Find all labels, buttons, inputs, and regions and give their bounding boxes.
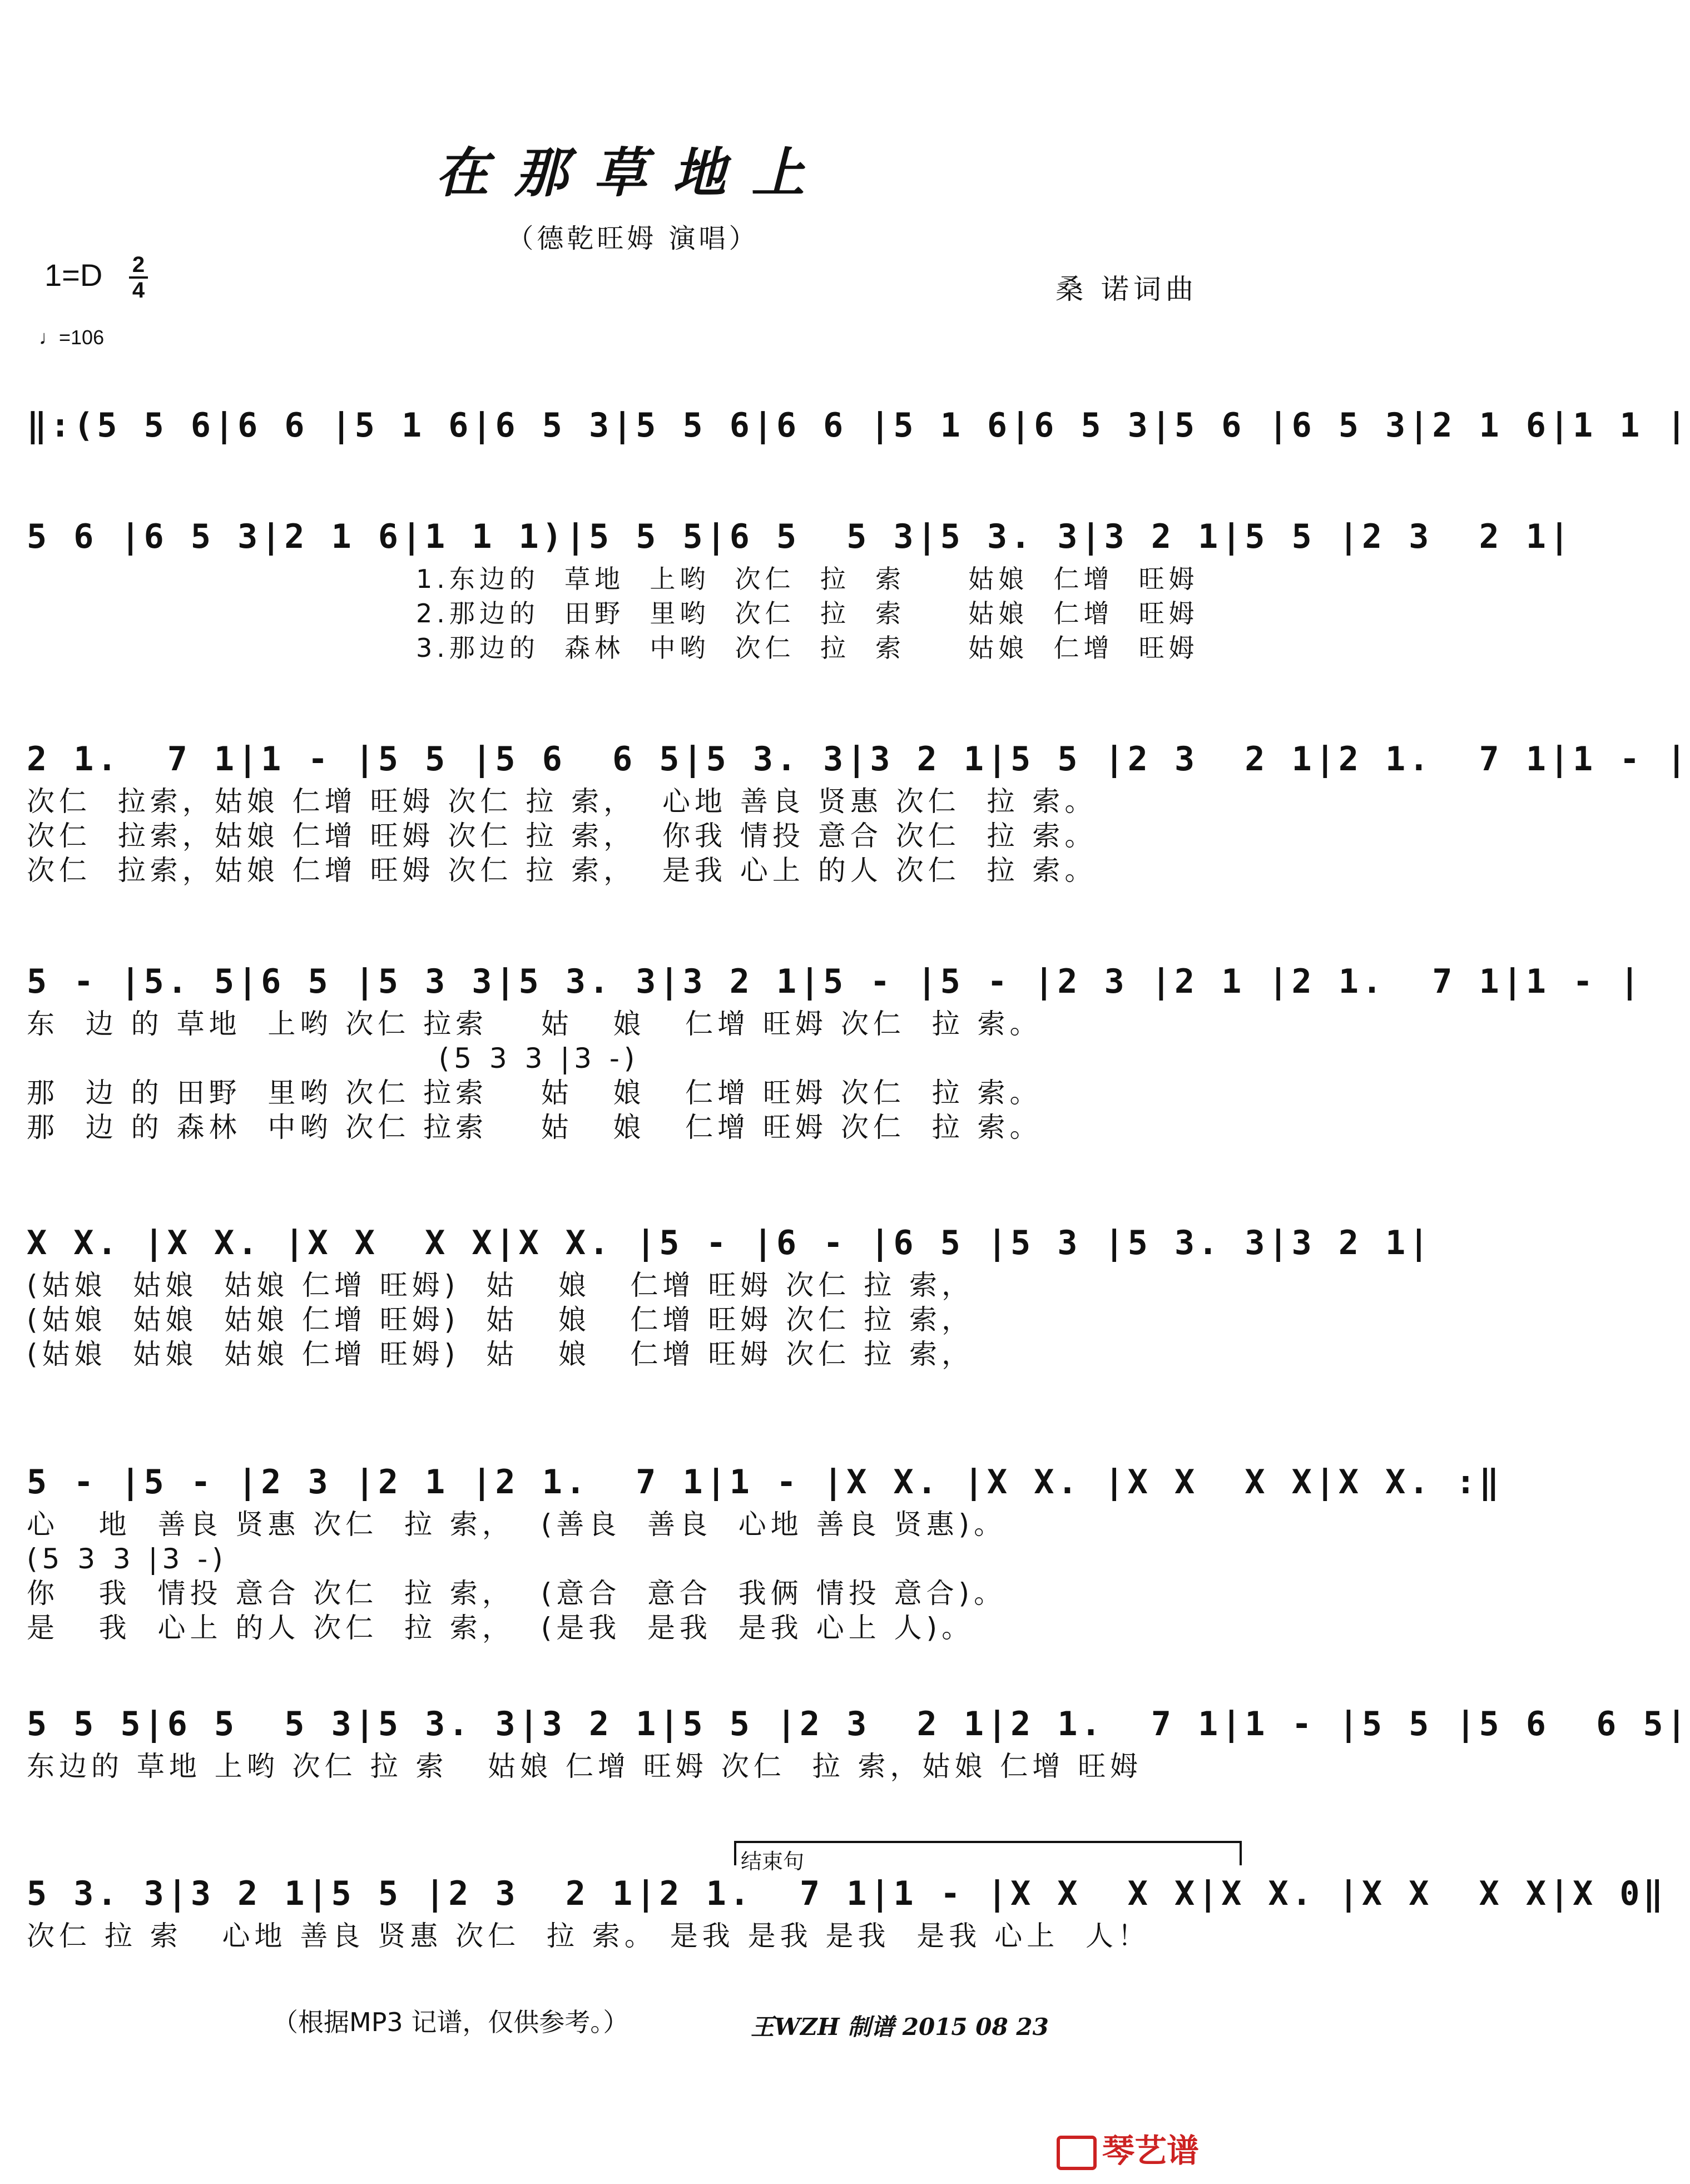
lyric-line: (姑娘 姑娘 姑娘 仁增 旺姆) 姑 娘 仁增 旺姆 次仁 拉 索， bbox=[27, 1304, 974, 1336]
time-signature bbox=[129, 253, 148, 302]
lyric-line: 那 边 的 森林 中哟 次仁 拉索 姑 娘 仁增 旺姆 次仁 拉 索。 bbox=[27, 1111, 1042, 1143]
lyric-line: 次仁 拉 索 心地 善良 贤惠 次仁 拉 索。 是我 是我 是我 是我 心上 人！ bbox=[27, 1920, 1150, 1952]
notation-line: ‖:(5 5 6|6 6 |5 1 6|6 5 3|5 5 6|6 6 |5 1 6|6 5 3|5 6 |6 5 3|2 1 6|1 1 | bbox=[27, 406, 1690, 445]
lyric-line: 次仁 拉索，姑娘 仁增 旺姆 次仁 拉 索， 心地 善良 贤惠 次仁 拉 索。 bbox=[27, 785, 1097, 818]
watermark-text: 琴艺谱 bbox=[1102, 2132, 1200, 2170]
score-system-2 bbox=[27, 512, 1573, 665]
notation-line: X X. |X X. |X X X X|X X. |5 - |6 - |6 5 |5 3 |5 3. 3|3 2 1| bbox=[27, 1224, 1433, 1262]
page-title: 在那草地上 bbox=[435, 141, 830, 204]
ending-bracket bbox=[734, 1841, 1242, 1865]
transcriber-credit: 王WZH 制谱 2015 08 23 bbox=[751, 2013, 1049, 2041]
time-signature-bottom: 4 bbox=[132, 278, 145, 303]
score-system-1 bbox=[27, 400, 1690, 450]
score-system-4 bbox=[27, 957, 1643, 1145]
lyric-line: 是 我 心上 的人 次仁 拉 索， (是我 是我 是我 心上 人)。 bbox=[27, 1612, 974, 1644]
lyric-line: 次仁 拉索，姑娘 仁增 旺姆 次仁 拉 索， 你我 情投 意合 次仁 拉 索。 bbox=[27, 820, 1097, 852]
lyric-line: 心 地 善良 贤惠 次仁 拉 索， (善良 善良 心地 善良 贤惠)。 bbox=[27, 1508, 1007, 1541]
key-signature: 1=D bbox=[44, 257, 103, 293]
subtitle: （德乾旺姆 演唱） bbox=[507, 223, 759, 254]
notation-line: 5 - |5 - |2 3 |2 1 |2 1. 7 1|1 - |X X. |X X. |X X X X|X X. :‖ bbox=[27, 1463, 1503, 1502]
lyric-line: 3.那边的 森林 中哟 次仁 拉 索 姑娘 仁增 旺姆 bbox=[416, 633, 1199, 663]
score-system-5 bbox=[27, 1218, 1433, 1371]
lyric-line: 次仁 拉索，姑娘 仁增 旺姆 次仁 拉 索， 是我 心上 的人 次仁 拉 索。 bbox=[27, 854, 1097, 887]
notation-line: 5 6 |6 5 3|2 1 6|1 1 1)|5 5 5|6 5 5 3|5 3. 3|3 2 1|5 5 |2 3 2 1| bbox=[27, 517, 1573, 556]
lyric-line: 东 边 的 草地 上哟 次仁 拉索 姑 娘 仁增 旺姆 次仁 拉 索。 bbox=[27, 1008, 1042, 1040]
score-system-7 bbox=[27, 1699, 1690, 1784]
notation-line: 5 5 5|6 5 5 3|5 3. 3|3 2 1|5 5 |2 3 2 1|2 1. 7 1|1 - |5 5 |5 6 6 5| bbox=[27, 1705, 1690, 1744]
variant-notation: (5 3 3 |3 -) bbox=[27, 1543, 227, 1575]
lyric-line: (姑娘 姑娘 姑娘 仁增 旺姆) 姑 娘 仁增 旺姆 次仁 拉 索， bbox=[27, 1338, 974, 1370]
notation-line: 5 - |5. 5|6 5 |5 3 3|5 3. 3|3 2 1|5 - |5 - |2 3 |2 1 |2 1. 7 1|1 - | bbox=[27, 962, 1643, 1001]
time-signature-top: 2 bbox=[132, 252, 145, 277]
footnote: （根据MP3 记谱，仅供参考。） bbox=[272, 2007, 629, 2037]
lyric-line: 2.那边的 田野 里哟 次仁 拉 索 姑娘 仁增 旺姆 bbox=[416, 598, 1199, 628]
lyric-line: 东边的 草地 上哟 次仁 拉 索 姑娘 仁增 旺姆 次仁 拉 索，姑娘 仁增 旺姆 bbox=[27, 1750, 1143, 1782]
ending-label: 结束句 bbox=[741, 1849, 805, 1874]
notation-line: 5 3. 3|3 2 1|5 5 |2 3 2 1|2 1. 7 1|1 - |X X X X|X X. |X X X X|X 0‖ bbox=[27, 1874, 1667, 1913]
composer: 桑 诺词曲 bbox=[1055, 273, 1198, 305]
notation-line: 2 1. 7 1|1 - |5 5 |5 6 6 5|5 3. 3|3 2 1|5 5 |2 3 2 1|2 1. 7 1|1 - | bbox=[27, 740, 1690, 779]
score-system-6 bbox=[27, 1457, 1503, 1645]
tempo-marking: ♩=106 bbox=[39, 326, 105, 349]
lyric-line: 那 边 的 田野 里哟 次仁 拉索 姑 娘 仁增 旺姆 次仁 拉 索。 bbox=[27, 1077, 1042, 1109]
lyric-line: 你 我 情投 意合 次仁 拉 索， (意合 意合 我俩 情投 意合)。 bbox=[27, 1577, 1007, 1609]
variant-notation: (5 3 3 |3 -) bbox=[27, 1042, 640, 1074]
lyric-line: (姑娘 姑娘 姑娘 仁增 旺姆) 姑 娘 仁增 旺姆 次仁 拉 索， bbox=[27, 1269, 974, 1301]
qinyipu-logo-icon bbox=[1057, 2136, 1097, 2170]
score-system-3 bbox=[27, 734, 1690, 888]
watermark bbox=[1057, 2124, 1199, 2171]
lyric-line: 1.东边的 草地 上哟 次仁 拉 索 姑娘 仁增 旺姆 bbox=[416, 564, 1199, 594]
score-system-8 bbox=[27, 1869, 1667, 1953]
